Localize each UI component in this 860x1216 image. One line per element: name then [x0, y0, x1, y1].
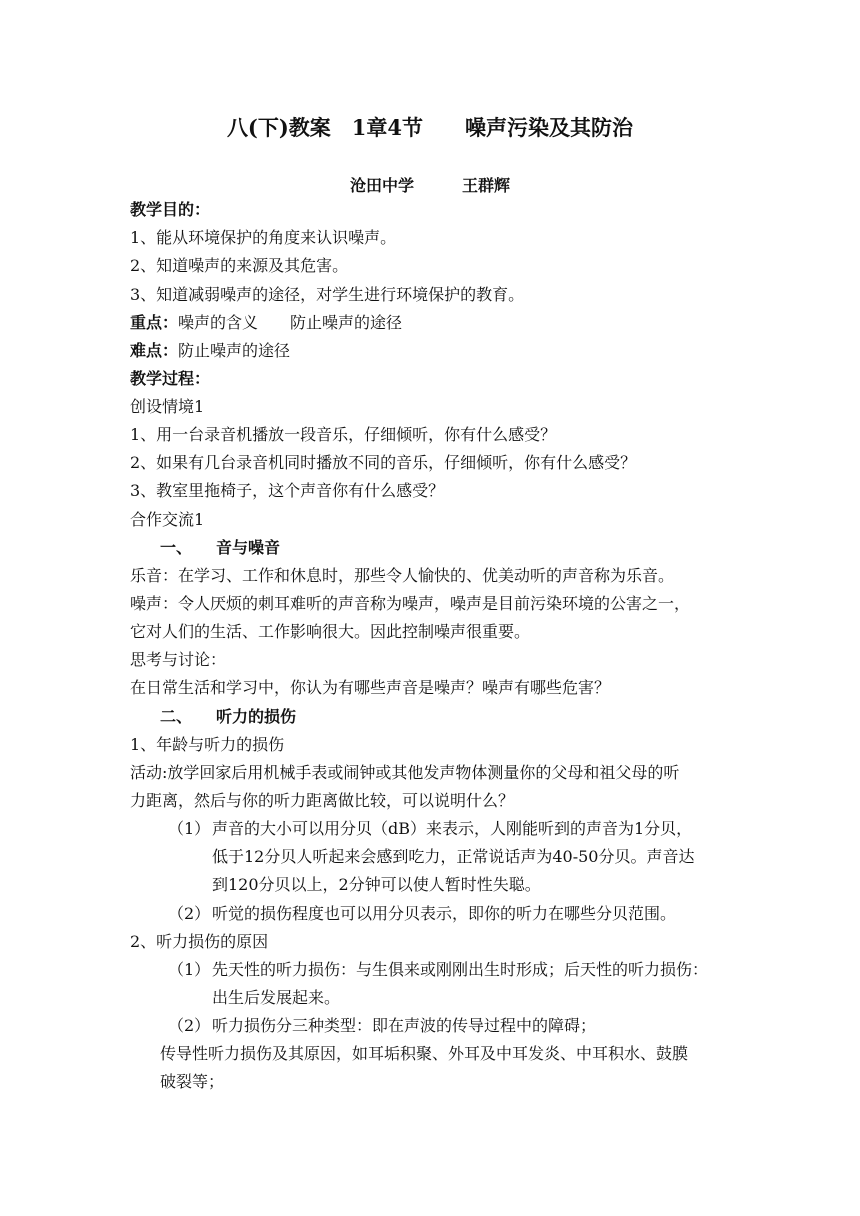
- list-number: （1）: [168, 960, 211, 979]
- list-item-text: 到120分贝以上，2分钟可以使人暂时性失聪。: [212, 875, 541, 894]
- list-number: （1）: [168, 819, 211, 838]
- scene-item: 2、如果有几台录音机同时播放不同的音乐，仔细倾听，你有什么感受？: [130, 453, 637, 472]
- key-label: 重点：: [130, 313, 179, 332]
- noise-definition-cont: 它对人们的生活、工作影响很大。因此控制噪声很重要。: [130, 622, 531, 641]
- objective-item: 1、能从环境保护的角度来认识噪声。: [130, 228, 397, 247]
- list-number: （2）: [168, 1016, 211, 1035]
- activity-text-cont: 力距离，然后与你的听力距离做比较，可以说明什么？: [130, 791, 515, 810]
- exchange-heading: 合作交流1: [130, 510, 205, 529]
- objectives-heading: 教学目的：: [130, 200, 211, 219]
- list-item-text: 听力损伤分三种类型：即在声波的传导过程中的障碍；: [212, 1016, 597, 1035]
- activity-text: 活动:放学回家后用机械手表或闹钟或其他发声物体测量你的父母和祖父母的听: [130, 763, 680, 782]
- section-heading: 一、 音与噪音: [160, 538, 281, 557]
- list-item-text: 声音的大小可以用分贝（dB）来表示，人刚能听到的声音为1分贝，: [212, 819, 693, 838]
- author-line: 沧田中学 王群辉: [349, 176, 510, 195]
- objective-item: 2、知道噪声的来源及其危害。: [130, 256, 349, 275]
- subsection-heading: 1、年龄与听力的损伤: [130, 735, 285, 754]
- list-item-text: 先天性的听力损伤：与生俱来或刚刚出生时形成；后天性的听力损伤：: [212, 960, 709, 979]
- key-point: [130, 313, 402, 333]
- page-title: 八(下)教案 1章4节 噪声污染及其防治: [226, 115, 634, 140]
- discuss-heading: 思考与讨论：: [130, 650, 227, 669]
- list-item-text: 低于12分贝人听起来会感到吃力，正常说话声为40-50分贝。声音达: [212, 847, 695, 866]
- difficult-label: 难点：: [130, 341, 179, 360]
- list-item-text: 听觉的损伤程度也可以用分贝表示，即你的听力在哪些分贝范围。: [212, 904, 677, 923]
- music-definition: 乐音：在学习、工作和休息时，那些令人愉快的、优美动听的声音称为乐音。: [130, 566, 675, 585]
- scene-item: 1、用一台录音机播放一段音乐，仔细倾听，你有什么感受？: [130, 425, 557, 444]
- list-number: （2）: [168, 904, 211, 923]
- difficult-point: [130, 341, 290, 361]
- scene-heading: 创设情境1: [130, 397, 205, 416]
- process-heading: 教学过程：: [130, 369, 211, 388]
- list-item-text: 出生后发展起来。: [212, 988, 341, 1007]
- noise-definition: 噪声：令人厌烦的刺耳难听的声音称为噪声，噪声是目前污染环境的公害之一，: [130, 594, 691, 613]
- section-heading: 二、 听力的损伤: [160, 707, 297, 726]
- subsection-heading: 2、听力损伤的原因: [130, 932, 269, 951]
- discuss-text: 在日常生活和学习中，你认为有哪些声音是噪声？噪声有哪些危害？: [130, 678, 611, 697]
- conduct-text: 传导性听力损伤及其原因，如耳垢积聚、外耳及中耳发炎、中耳积水、鼓膜: [160, 1044, 689, 1063]
- scene-item: 3、教室里拖椅子，这个声音你有什么感受？: [130, 481, 445, 500]
- key-text: 噪声的含义 防止噪声的途径: [178, 313, 403, 332]
- difficult-text: 防止噪声的途径: [178, 341, 291, 360]
- conduct-text-cont: 破裂等；: [160, 1072, 225, 1091]
- objective-item: 3、知道减弱噪声的途径，对学生进行环境保护的教育。: [130, 285, 525, 304]
